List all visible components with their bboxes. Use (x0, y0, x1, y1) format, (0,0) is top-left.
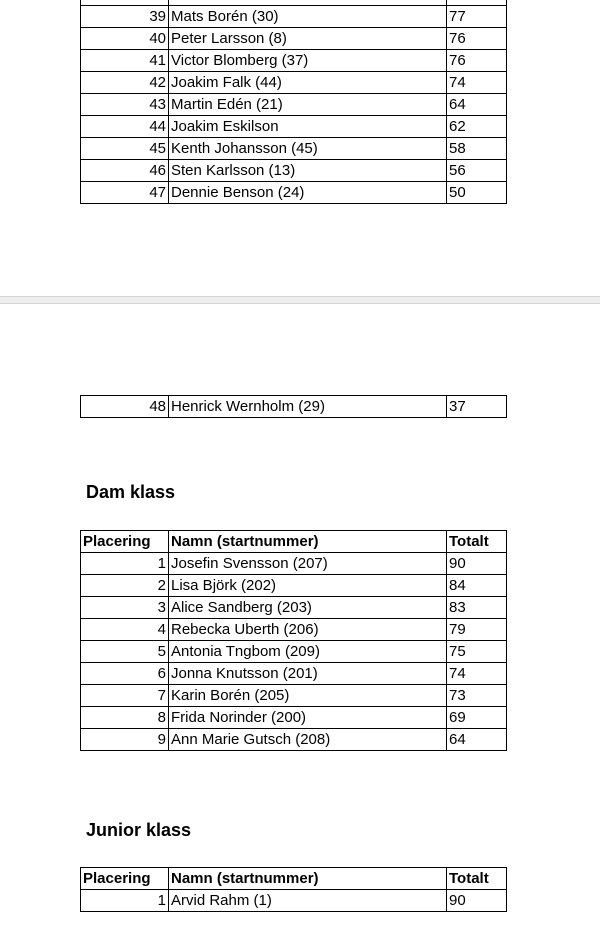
table-row (81, 553, 507, 575)
name-cell: Henrick Wernholm (29) (169, 396, 447, 418)
total-cell: 74 (447, 72, 507, 94)
total-cell: 77 (447, 6, 507, 28)
name-cell: Alice Sandberg (203) (169, 597, 447, 619)
name-cell: Joakim Eskilson (169, 116, 447, 138)
name-cell: Mats Borén (30) (169, 6, 447, 28)
name-cell: Ann Marie Gutsch (208) (169, 729, 447, 751)
total-cell: 90 (447, 890, 507, 912)
table-row (81, 575, 507, 597)
name-cell: Dennie Benson (24) (169, 182, 447, 204)
total-cell: 90 (447, 553, 507, 575)
place-cell: 1 (81, 890, 169, 912)
total-cell: 62 (447, 116, 507, 138)
table-row (81, 50, 507, 72)
table-row (81, 6, 507, 28)
document-page-1 (0, 0, 600, 296)
place-cell: 6 (81, 663, 169, 685)
place-cell: 4 (81, 619, 169, 641)
table-row (81, 597, 507, 619)
place-cell: 48 (81, 396, 169, 418)
table-row (81, 729, 507, 751)
total-cell: 84 (447, 575, 507, 597)
name-cell: Joakim Falk (44) (169, 72, 447, 94)
table-header-row (81, 868, 507, 890)
table-row (81, 28, 507, 50)
total-cell: 50 (447, 182, 507, 204)
results-table-men-continued (80, 0, 507, 204)
name-cell: Peter Larsson (8) (169, 28, 447, 50)
total-cell: 58 (447, 138, 507, 160)
place-cell: 7 (81, 685, 169, 707)
name-cell: Karin Borén (205) (169, 685, 447, 707)
table-row (81, 396, 507, 418)
place-cell: 5 (81, 641, 169, 663)
table-row (81, 160, 507, 182)
table-row (81, 72, 507, 94)
table-header-row (81, 531, 507, 553)
name-cell: Antonia Tngbom (209) (169, 641, 447, 663)
place-cell: 8 (81, 707, 169, 729)
total-cell: 74 (447, 663, 507, 685)
table-row (81, 707, 507, 729)
name-cell: Martin Edén (21) (169, 94, 447, 116)
header-total: Totalt (447, 868, 507, 890)
total-cell: 76 (447, 28, 507, 50)
results-table-dam (80, 530, 507, 751)
total-cell: 56 (447, 160, 507, 182)
total-cell: 73 (447, 685, 507, 707)
name-cell: Kenth Johansson (45) (169, 138, 447, 160)
name-cell: Josefin Svensson (207) (169, 553, 447, 575)
results-table-junior (80, 867, 507, 912)
table-row (81, 641, 507, 663)
name-cell: Jonna Knutsson (201) (169, 663, 447, 685)
name-cell: Arvid Rahm (1) (169, 890, 447, 912)
total-cell: 83 (447, 597, 507, 619)
place-cell: 40 (81, 28, 169, 50)
total-cell: 37 (447, 396, 507, 418)
table-row (81, 182, 507, 204)
name-cell: Rebecka Uberth (206) (169, 619, 447, 641)
table-row (81, 619, 507, 641)
table-row (81, 116, 507, 138)
header-name: Namn (startnummer) (169, 868, 447, 890)
header-name: Namn (startnummer) (169, 531, 447, 553)
header-total: Totalt (447, 531, 507, 553)
total-cell: 79 (447, 619, 507, 641)
place-cell: 42 (81, 72, 169, 94)
total-cell: 64 (447, 94, 507, 116)
table-row (81, 94, 507, 116)
place-cell: 44 (81, 116, 169, 138)
place-cell: 9 (81, 729, 169, 751)
place-cell: 45 (81, 138, 169, 160)
place-cell: 41 (81, 50, 169, 72)
header-place: Placering (81, 531, 169, 553)
place-cell: 2 (81, 575, 169, 597)
place-cell: 1 (81, 553, 169, 575)
place-cell: 43 (81, 94, 169, 116)
header-place: Placering (81, 868, 169, 890)
table-row (81, 685, 507, 707)
section-heading-junior: Junior klass (86, 820, 192, 840)
place-cell: 46 (81, 160, 169, 182)
total-cell: 69 (447, 707, 507, 729)
name-cell: Victor Blomberg (37) (169, 50, 447, 72)
name-cell: Sten Karlsson (13) (169, 160, 447, 182)
table-row (81, 663, 507, 685)
total-cell: 75 (447, 641, 507, 663)
page-break (0, 296, 600, 304)
total-cell: 76 (447, 50, 507, 72)
place-cell: 39 (81, 6, 169, 28)
place-cell: 47 (81, 182, 169, 204)
section-heading-dam: Dam klass (86, 482, 176, 502)
place-cell: 3 (81, 597, 169, 619)
name-cell: Frida Norinder (200) (169, 707, 447, 729)
table-row (81, 138, 507, 160)
table-row (81, 890, 507, 912)
name-cell: Lisa Björk (202) (169, 575, 447, 597)
document-page-2 (0, 304, 600, 949)
results-table-men-continued-2 (80, 395, 507, 418)
total-cell: 64 (447, 729, 507, 751)
